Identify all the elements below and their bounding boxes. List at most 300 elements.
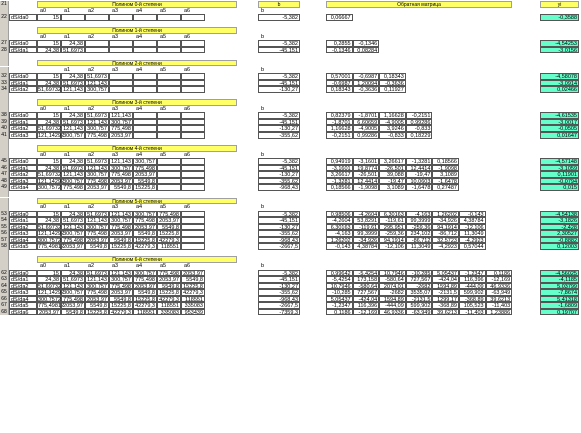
matrix-cell[interactable]: 300,757 [133,270,157,277]
matrix-cell[interactable] [157,14,181,21]
yi-cell[interactable]: -0,8882 [540,237,579,244]
matrix-cell[interactable]: 42279,3 [157,237,181,244]
yi-cell[interactable]: -0,3588 [540,14,579,21]
matrix-cell[interactable] [157,119,181,126]
inverse-cell[interactable]: -4,2923 [459,237,486,244]
b-cell[interactable]: -130,27 [258,125,300,132]
matrix-cell[interactable]: 300,757 [85,171,109,178]
matrix-cell[interactable]: 24,38 [37,119,61,126]
matrix-cell[interactable]: 5549,8 [133,230,157,237]
row-label[interactable]: dS/da4 [9,296,37,303]
matrix-cell[interactable]: 121,143 [85,119,109,126]
inverse-cell[interactable]: 1,16628 [326,125,353,132]
yi-cell[interactable]: -3,0017 [540,119,579,126]
matrix-cell[interactable]: 42279,3 [181,289,205,296]
matrix-cell[interactable]: 51,69732 [38,87,61,94]
inverse-cell[interactable]: -259,36 [406,224,433,231]
matrix-cell[interactable]: 775,498 [85,178,109,185]
yi-cell[interactable]: 5,03799 [540,283,579,290]
inverse-cell[interactable]: 116,396 [459,276,486,283]
matrix-cell[interactable]: 300,757 [85,224,109,231]
matrix-cell[interactable]: 118551 [133,309,157,316]
matrix-cell[interactable]: 24,38 [61,40,85,47]
matrix-cell[interactable]: 42279,3 [133,302,157,309]
matrix-cell[interactable]: 15 [37,73,61,80]
matrix-cell[interactable] [109,86,133,93]
inverse-cell[interactable]: -1,3281 [326,178,353,185]
b-cell[interactable]: -5,382 [258,14,300,21]
inverse-cell[interactable]: 0,94919 [326,158,353,165]
inverse-cell[interactable]: 4,38784 [459,217,486,224]
inverse-cell[interactable]: -26,501 [379,165,406,172]
matrix-cell[interactable]: 5549,8 [133,178,157,185]
b-cell[interactable]: -45,151 [258,276,300,283]
matrix-cell[interactable]: 24,38 [61,211,85,218]
matrix-cell[interactable]: 15225,8 [109,302,133,309]
b-cell[interactable]: -130,27 [258,224,300,231]
matrix-cell[interactable] [157,40,181,47]
inverse-cell[interactable]: -5,4254 [353,270,380,277]
inverse-cell[interactable]: 295,951 [379,224,406,231]
matrix-cell[interactable]: 300,757 [61,178,85,185]
inverse-cell[interactable]: -0,833 [406,125,433,132]
yi-cell[interactable]: -4,58078 [540,73,579,80]
inverse-cell[interactable]: 6,30163 [326,224,353,231]
matrix-cell[interactable] [181,40,205,47]
matrix-cell[interactable]: 2053,97 [61,243,85,250]
yi-cell[interactable]: -4,57148 [540,158,579,165]
matrix-cell[interactable] [61,14,85,21]
matrix-cell[interactable] [109,40,133,47]
inverse-cell[interactable]: 0,99286 [353,132,380,139]
matrix-cell[interactable]: 51,6973 [61,80,85,87]
row-label[interactable]: dS/da0 [9,158,37,165]
inverse-cell[interactable]: -0,833 [379,132,406,139]
matrix-cell[interactable]: 5549,8 [85,243,109,250]
matrix-cell[interactable]: 51,69732 [38,126,61,133]
matrix-cell[interactable]: 118551 [181,296,205,303]
inverse-cell[interactable]: 0,57001 [326,73,353,80]
yi-cell[interactable]: 0,02466 [540,86,579,93]
inverse-cell[interactable]: 53,8291 [353,217,380,224]
inverse-cell[interactable]: 599,902 [406,302,433,309]
inverse-cell[interactable]: 6,60659 [353,119,380,126]
matrix-cell[interactable]: 121,143 [109,158,133,165]
matrix-cell[interactable] [157,125,181,132]
inverse-cell[interactable]: 0,57044 [459,243,486,250]
inverse-cell[interactable]: 1,20094 [353,80,380,87]
inverse-cell[interactable]: 1,26202 [326,237,353,244]
b-cell[interactable]: -355,62 [258,230,300,237]
matrix-cell[interactable]: 775,498 [109,125,133,132]
inverse-cell[interactable]: 0,99286 [406,119,433,126]
inverse-cell[interactable]: -2131,5 [406,296,433,303]
b-cell[interactable]: -968,43 [258,296,300,303]
matrix-cell[interactable]: 15 [37,14,61,21]
inverse-cell[interactable]: -0,6987 [353,73,380,80]
yi-cell[interactable]: -4,61535 [540,112,579,119]
b-cell[interactable]: -5,382 [258,270,300,277]
matrix-cell[interactable]: 2053,97 [157,276,181,283]
matrix-cell[interactable]: 118551 [157,302,181,309]
matrix-cell[interactable]: 15 [37,211,61,218]
inverse-cell[interactable]: 3,9246 [379,125,406,132]
b-cell[interactable]: -130,27 [258,86,300,93]
inverse-cell[interactable]: -1,9098 [432,165,459,172]
inverse-cell[interactable]: -0,1346 [326,47,353,54]
inverse-cell[interactable]: -1,6478 [432,178,459,185]
row-label[interactable]: dS/da5 [9,302,37,309]
matrix-cell[interactable]: 15 [37,40,61,47]
yi-cell[interactable]: 0,12003 [540,243,579,250]
inverse-cell[interactable]: -4,163 [326,230,353,237]
row-label[interactable]: dS/da1 [9,276,37,283]
row-label[interactable]: dS/da2 [9,125,37,132]
matrix-cell[interactable]: 775,498 [133,217,157,224]
matrix-cell[interactable]: 775,498 [157,211,181,218]
b-cell[interactable]: -45,151 [258,217,300,224]
inverse-cell[interactable]: 116,396 [353,302,380,309]
matrix-cell[interactable] [181,237,205,244]
row-label[interactable]: dS/da2 [9,86,37,93]
matrix-cell[interactable] [133,119,157,126]
matrix-cell[interactable] [157,184,181,191]
inverse-cell[interactable]: -1,2347 [326,302,353,309]
matrix-cell[interactable]: 15225,8 [85,309,109,316]
matrix-cell[interactable]: 5549,8 [85,302,109,309]
matrix-cell[interactable]: 775,498 [133,165,157,172]
yi-cell[interactable]: -3,0914 [540,80,579,87]
b-cell[interactable]: -355,62 [258,132,300,139]
inverse-cell[interactable]: 3,26617 [379,158,406,165]
matrix-cell[interactable] [181,178,205,185]
matrix-cell[interactable]: 953439 [181,309,205,316]
matrix-cell[interactable] [109,47,133,54]
matrix-cell[interactable]: 42279,3 [109,309,133,316]
yi-cell[interactable]: -4,54253 [540,40,579,47]
matrix-cell[interactable]: 121,143 [61,125,85,132]
matrix-cell[interactable]: 300,757 [85,283,109,290]
inverse-cell[interactable]: 99,3999 [353,230,380,237]
inverse-cell[interactable]: -444,09 [459,283,486,290]
matrix-cell[interactable]: 775,498 [133,276,157,283]
inverse-cell[interactable]: -4,2604 [353,211,380,218]
inverse-cell[interactable]: -4,163 [406,211,433,218]
matrix-cell[interactable] [85,40,109,47]
inverse-cell[interactable]: 1,23886 [486,309,513,316]
inverse-cell[interactable]: 0,08284 [353,47,380,54]
row-label[interactable]: dS/da1 [9,119,37,126]
yi-cell[interactable]: -0,0794 [540,178,579,185]
yi-cell[interactable]: -4,56025 [540,270,579,277]
matrix-cell[interactable] [181,184,205,191]
inverse-cell[interactable]: -1,3281 [406,158,433,165]
matrix-cell[interactable]: 24,38 [61,158,85,165]
matrix-cell[interactable] [85,14,109,21]
inverse-cell[interactable]: 3535,07 [406,289,433,296]
inverse-cell[interactable]: -86,712 [406,237,433,244]
inverse-cell[interactable]: -12,106 [459,224,486,231]
inverse-cell[interactable]: -3,1601 [326,165,353,172]
inverse-cell[interactable]: 39,088 [379,171,406,178]
matrix-cell[interactable] [181,243,205,250]
inverse-cell[interactable]: 0,18343 [379,73,406,80]
b-cell[interactable]: -7359,3 [258,309,300,316]
matrix-cell[interactable]: 2053,97 [61,302,85,309]
inverse-cell[interactable]: -0,143 [326,243,353,250]
matrix-cell[interactable]: 775,498 [85,289,109,296]
matrix-cell[interactable]: 51,6973 [85,270,109,277]
inverse-cell[interactable]: -3,1601 [353,158,380,165]
yi-cell[interactable]: 2,30527 [540,230,579,237]
matrix-cell[interactable]: 335083 [157,309,181,316]
matrix-cell[interactable]: 51,69732 [38,224,61,231]
matrix-cell[interactable] [133,125,157,132]
inverse-cell[interactable]: -34,926 [432,217,459,224]
inverse-cell[interactable]: 599,902 [459,289,486,296]
matrix-cell[interactable]: 2053,97 [37,309,61,316]
inverse-cell[interactable]: 10,0603 [406,178,433,185]
matrix-cell[interactable]: 51,6973 [61,217,85,224]
matrix-cell[interactable] [181,211,205,218]
matrix-cell[interactable]: 300,757 [61,230,85,237]
b-cell[interactable]: -5,382 [258,158,300,165]
row-label[interactable]: dS/da6 [9,309,37,316]
inverse-cell[interactable]: -1,9098 [353,184,380,191]
matrix-cell[interactable]: 300,757 [133,158,157,165]
inverse-cell[interactable]: 3,1089 [432,171,459,178]
matrix-cell[interactable] [109,14,133,21]
inverse-cell[interactable]: -2682 [406,283,433,290]
matrix-cell[interactable]: 121,143 [85,165,109,172]
matrix-cell[interactable] [181,14,205,21]
matrix-cell[interactable]: 24,38 [61,112,85,119]
matrix-cell[interactable]: 5549,8 [109,296,133,303]
yi-cell[interactable]: 0,01647 [540,132,579,139]
b-cell[interactable]: -45,151 [258,47,300,54]
row-label[interactable]: dS/da4 [9,237,37,244]
matrix-cell[interactable]: 121,14292 [38,231,64,238]
b-cell[interactable]: -45,151 [258,165,300,172]
matrix-cell[interactable]: 2053,97 [85,237,109,244]
matrix-cell[interactable]: 300,757 [109,119,133,126]
b-cell[interactable]: -5,382 [258,112,300,119]
inverse-cell[interactable]: -444,09 [379,302,406,309]
inverse-cell[interactable]: -1,8701 [353,112,380,119]
matrix-cell[interactable]: 15225,8 [109,243,133,250]
matrix-cell[interactable]: 42279,3 [157,296,181,303]
inverse-cell[interactable]: 0,82379 [326,112,353,119]
matrix-cell[interactable] [133,80,157,87]
inverse-cell[interactable]: 0,1186 [486,270,513,277]
inverse-cell[interactable]: -119,61 [353,224,380,231]
matrix-cell[interactable]: 51,6973 [85,73,109,80]
inverse-cell[interactable]: -368,89 [459,296,486,303]
matrix-cell[interactable] [157,73,181,80]
inverse-cell[interactable]: -1,2347 [459,270,486,277]
matrix-cell[interactable]: 775,498 [61,184,85,191]
inverse-cell[interactable]: -424,04 [432,276,459,283]
matrix-cell[interactable] [181,125,205,132]
matrix-cell[interactable]: 15225,8 [133,296,157,303]
matrix-cell[interactable]: 5549,8 [181,276,205,283]
inverse-cell[interactable]: -0,3636 [353,86,380,93]
matrix-cell[interactable] [181,171,205,178]
inverse-cell[interactable]: -12,169 [486,276,513,283]
yi-cell[interactable]: -4,54138 [540,211,579,218]
matrix-cell[interactable] [133,40,157,47]
matrix-cell[interactable] [181,119,205,126]
matrix-cell[interactable] [181,112,205,119]
matrix-cell[interactable] [181,230,205,237]
yi-cell[interactable]: -3,0156 [540,47,579,54]
row-label[interactable]: dS/da1 [9,80,37,87]
b-cell[interactable]: -130,27 [258,283,300,290]
inverse-cell[interactable]: -10,285 [326,289,353,296]
matrix-cell[interactable] [133,47,157,54]
b-cell[interactable]: -2667,5 [258,302,300,309]
yi-cell[interactable]: -4,1185 [540,276,579,283]
inverse-cell[interactable]: -63,949 [406,309,433,316]
inverse-cell[interactable]: -11,403 [459,309,486,316]
b-cell[interactable]: -130,27 [258,171,300,178]
inverse-cell[interactable]: 6,30163 [379,211,406,218]
matrix-cell[interactable]: 121,143 [85,276,109,283]
inverse-cell[interactable]: 46,9336 [486,283,513,290]
inverse-cell[interactable]: 4,38784 [353,243,380,250]
b-cell[interactable]: -968,43 [258,237,300,244]
row-label[interactable]: dS/da3 [9,289,37,296]
row-label[interactable]: dS/da0 [9,211,37,218]
matrix-cell[interactable]: 51,69732 [38,283,61,290]
matrix-cell[interactable]: 775,498 [157,270,181,277]
matrix-cell[interactable]: 51,6973 [61,165,85,172]
matrix-cell[interactable]: 24,38 [37,80,61,87]
matrix-cell[interactable]: 5549,8 [109,237,133,244]
matrix-cell[interactable]: 121,14292 [38,178,64,185]
inverse-cell[interactable]: -1,6478 [406,184,433,191]
inverse-cell[interactable]: 0,18229 [406,132,433,139]
matrix-cell[interactable]: 2053,97 [109,178,133,185]
row-label[interactable]: dS/da1 [9,165,37,172]
b-cell[interactable]: -45,151 [258,119,300,126]
matrix-cell[interactable]: 300,757 [85,125,109,132]
inverse-cell[interactable]: 2074,01 [379,283,406,290]
inverse-cell[interactable]: 5,05437 [432,270,459,277]
matrix-cell[interactable]: 51,6973 [85,112,109,119]
matrix-cell[interactable]: 121,143 [109,270,133,277]
row-label[interactable]: dS/da0 [9,14,37,21]
inverse-cell[interactable]: 0,98506 [326,211,353,218]
b-cell[interactable]: -5,382 [258,211,300,218]
matrix-cell[interactable]: 300,757 [61,289,85,296]
matrix-cell[interactable]: 121,143 [85,80,109,87]
row-label[interactable]: dS/da0 [9,73,37,80]
inverse-cell[interactable]: -63,949 [486,289,513,296]
matrix-cell[interactable]: 300,757 [133,211,157,218]
inverse-cell[interactable]: 11,3049 [406,243,433,250]
row-label[interactable]: dS/da2 [9,283,37,290]
matrix-cell[interactable] [157,178,181,185]
inverse-cell[interactable]: 234,102 [406,230,433,237]
matrix-cell[interactable] [133,112,157,119]
inverse-cell[interactable]: 46,9336 [379,309,406,316]
inverse-cell[interactable]: 99,3999 [406,217,433,224]
matrix-cell[interactable]: 5549,8 [61,309,85,316]
matrix-cell[interactable]: 775,498 [109,283,133,290]
matrix-cell[interactable]: 775,498 [85,230,109,237]
matrix-cell[interactable]: 300,757 [109,165,133,172]
inverse-cell[interactable]: -4,2923 [432,243,459,250]
inverse-cell[interactable]: -368,89 [432,302,459,309]
matrix-cell[interactable]: 15225,8 [181,283,205,290]
yi-cell[interactable]: 5,41318 [540,296,579,303]
matrix-cell[interactable]: 51,6973 [85,158,109,165]
inverse-cell[interactable]: -0,2151 [326,132,353,139]
yi-cell[interactable]: 0,015 [540,184,579,191]
inverse-cell[interactable]: 0,06667 [326,14,353,21]
matrix-cell[interactable] [133,86,157,93]
inverse-cell[interactable]: 94,1914 [379,237,406,244]
inverse-cell[interactable]: -12,169 [353,309,380,316]
matrix-cell[interactable] [157,112,181,119]
matrix-cell[interactable]: 2053,97 [157,217,181,224]
yi-cell[interactable]: -2,428 [540,224,579,231]
inverse-cell[interactable]: -19,47 [406,171,433,178]
yi-cell[interactable]: -1,6809 [540,302,579,309]
matrix-cell[interactable]: 5549,8 [133,289,157,296]
matrix-cell[interactable] [181,165,205,172]
row-label[interactable]: dS/da0 [9,270,37,277]
matrix-cell[interactable]: 24,38 [37,47,61,54]
matrix-cell[interactable] [181,132,205,139]
inverse-cell[interactable]: 32,5723 [432,237,459,244]
matrix-cell[interactable]: 118551 [157,243,181,250]
matrix-cell[interactable]: 24,38 [61,270,85,277]
row-label[interactable]: dS/da1 [9,47,37,54]
matrix-cell[interactable]: 51,69732 [38,172,61,179]
matrix-cell[interactable]: 51,6973 [61,119,85,126]
row-label[interactable]: dS/da0 [9,112,37,119]
inverse-cell[interactable]: 94,1914 [432,224,459,231]
inverse-cell[interactable]: 12,4414 [353,178,380,185]
inverse-cell[interactable]: 0,27487 [432,184,459,191]
matrix-cell[interactable]: 121,143 [85,217,109,224]
b-cell[interactable]: -5,382 [258,40,300,47]
matrix-cell[interactable]: 2053,97 [133,283,157,290]
matrix-cell[interactable]: 24,38 [37,165,61,172]
b-cell[interactable]: -45,151 [258,80,300,87]
matrix-cell[interactable]: 24,38 [61,73,85,80]
b-cell[interactable]: -2667,5 [258,243,300,250]
inverse-cell[interactable]: 1,16628 [379,112,406,119]
matrix-cell[interactable]: 2053,97 [85,296,109,303]
inverse-cell[interactable]: -580,64 [379,276,406,283]
inverse-cell[interactable]: 0,99642 [326,270,353,277]
inverse-cell[interactable]: -0,2151 [406,112,433,119]
matrix-cell[interactable]: 121,143 [109,112,133,119]
inverse-cell[interactable]: 0,2855 [326,40,353,47]
inverse-cell[interactable]: 1,26202 [432,211,459,218]
matrix-cell[interactable]: 2053,97 [85,184,109,191]
yi-cell[interactable]: -7,8674 [540,289,579,296]
matrix-cell[interactable]: 121,14292 [38,133,64,139]
inverse-cell[interactable]: -12,106 [379,243,406,250]
inverse-cell[interactable]: 0,18566 [432,158,459,165]
matrix-cell[interactable]: 15 [37,158,61,165]
matrix-cell[interactable] [133,132,157,139]
inverse-cell[interactable]: -11,403 [486,302,513,309]
